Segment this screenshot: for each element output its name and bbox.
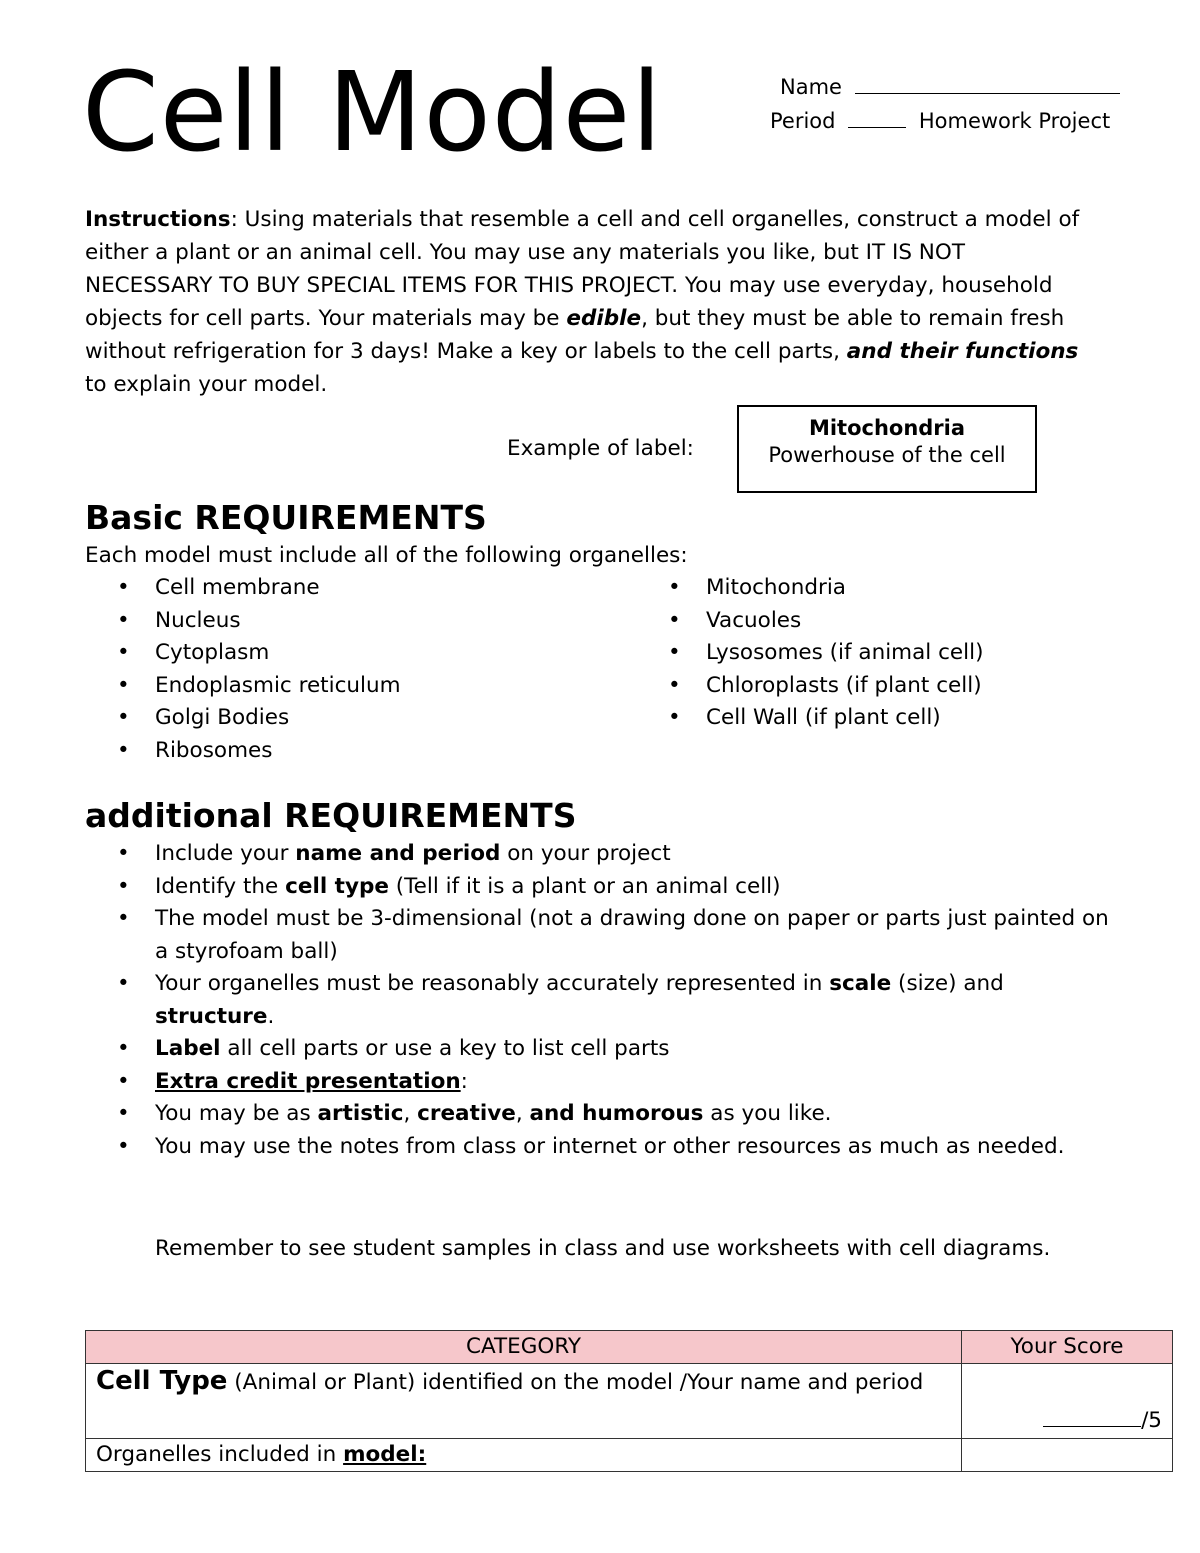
list-item: • Lysosomes (if animal cell) xyxy=(636,637,1086,670)
list-item: • Your organelles must be reasonably accurately represented in scale (size) and structure. xyxy=(85,968,1125,1033)
period-line xyxy=(770,104,1110,138)
name-label: Name xyxy=(780,75,842,99)
list-item: • Identify the cell type (Tell if it is a plant or an animal cell) xyxy=(85,871,1125,904)
instructions-and-functions: and their functions xyxy=(846,339,1079,364)
reminder-text: Remember to see student samples in class and use worksheets with cell diagrams. xyxy=(155,1236,1051,1261)
list-item: • You may be as artistic, creative, and humorous as you like. xyxy=(85,1098,1125,1131)
organelle-list-right xyxy=(636,572,1086,735)
list-item: • Include your name and period on your project xyxy=(85,838,1125,871)
table-row xyxy=(86,1331,1173,1364)
cell-type-score[interactable]: /5 xyxy=(962,1364,1173,1439)
instructions-lead: Instructions xyxy=(85,207,231,232)
instructions-text-3: to explain your model. xyxy=(85,372,328,397)
score-header: Your Score xyxy=(962,1331,1173,1364)
instructions-paragraph xyxy=(85,203,1095,401)
list-item: • Extra credit presentation: xyxy=(85,1066,1125,1099)
example-label-caption: Example of label: xyxy=(507,436,694,461)
additional-requirements-list xyxy=(85,838,1125,1163)
example-label-text: Powerhouse of the cell xyxy=(768,443,1006,467)
additional-requirements-heading: additional REQUIREMENTS xyxy=(85,796,577,835)
list-item: • Label all cell parts or use a key to list cell parts xyxy=(85,1033,1125,1066)
list-item: • Ribosomes xyxy=(85,735,605,768)
cell-type-criterion: Cell Type (Animal or Plant) identified on the model /Your name and period xyxy=(86,1364,962,1439)
score-blank[interactable] xyxy=(1043,1406,1141,1427)
organelles-criterion: Organelles included in model: xyxy=(86,1439,962,1472)
list-item: • Mitochondria xyxy=(636,572,1086,605)
list-item: • The model must be 3-dimensional (not a drawing done on paper or parts just painted on a styrofoam ball) xyxy=(85,903,1125,968)
instructions-edible: edible xyxy=(566,306,642,331)
list-item: • Cell membrane xyxy=(85,572,605,605)
rubric-table xyxy=(85,1330,1173,1472)
name-line xyxy=(780,70,1120,104)
list-item: • Cytoplasm xyxy=(85,637,605,670)
organelle-list-left xyxy=(85,572,605,767)
list-item: • You may use the notes from class or internet or other resources as much as needed. xyxy=(85,1131,1125,1164)
list-item: • Chloroplasts (if plant cell) xyxy=(636,670,1086,703)
basic-requirements-intro: Each model must include all of the following organelles: xyxy=(85,543,688,568)
list-item: • Vacuoles xyxy=(636,605,1086,638)
page-title: Cell Model xyxy=(82,48,663,176)
example-label-title: Mitochondria xyxy=(808,416,966,440)
organelles-score[interactable] xyxy=(962,1439,1173,1472)
basic-requirements-heading: Basic REQUIREMENTS xyxy=(85,498,487,537)
instructions-text-2: , but they must be able to remain fresh without refrigeration for 3 days! Make a key or labels to the cell parts, xyxy=(85,306,1065,364)
name-blank[interactable] xyxy=(855,73,1120,94)
list-item: • Cell Wall (if plant cell) xyxy=(636,702,1086,735)
instructions-text-1: : Using materials that resemble a cell and cell organelles, construct a model of either a plant or an animal cell. You may use any materials you like, but IT IS NOT NECESSARY TO BUY SPECIAL ITEMS FOR THIS PROJECT. You may use everyday, household objects for cell parts. Your materials may be xyxy=(85,207,1080,331)
list-item: • Golgi Bodies xyxy=(85,702,605,735)
project-type: Homework Project xyxy=(918,109,1111,133)
example-label-box xyxy=(737,405,1037,493)
table-row xyxy=(86,1364,1173,1439)
period-blank[interactable] xyxy=(848,107,906,128)
list-item: • Nucleus xyxy=(85,605,605,638)
category-header: CATEGORY xyxy=(86,1331,962,1364)
list-item: • Endoplasmic reticulum xyxy=(85,670,605,703)
period-label: Period xyxy=(770,109,836,133)
table-row xyxy=(86,1439,1173,1472)
